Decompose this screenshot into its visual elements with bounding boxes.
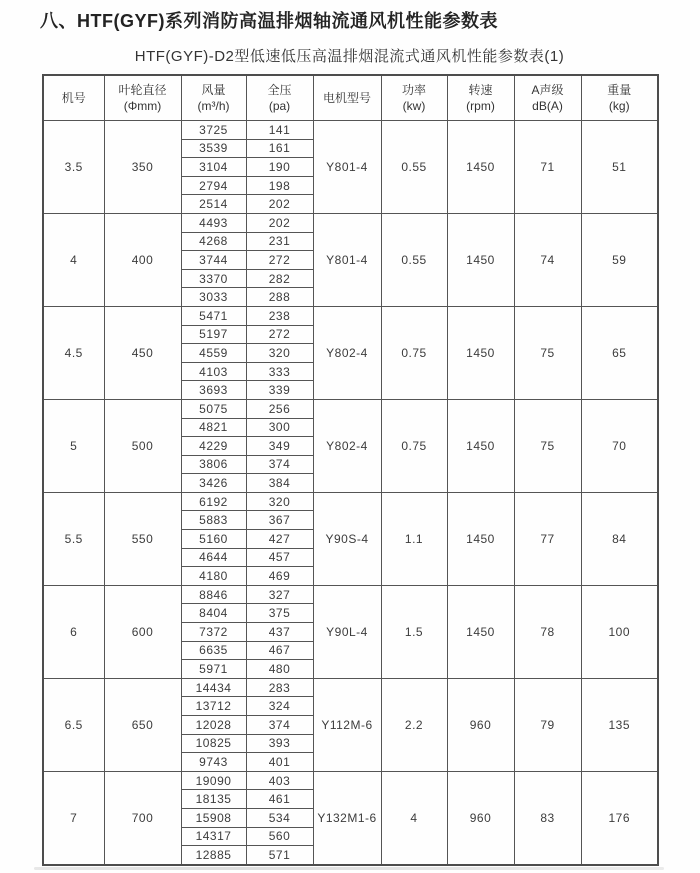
total-pressure-cell: 288 <box>246 288 313 307</box>
total-pressure-cell: 437 <box>246 623 313 642</box>
col-header-model-no <box>43 75 104 121</box>
total-pressure-cell: 401 <box>246 753 313 772</box>
power-cell: 0.75 <box>381 399 447 492</box>
air-flow-cell: 5075 <box>181 399 246 418</box>
power-cell: 0.55 <box>381 213 447 306</box>
air-flow-cell: 4268 <box>181 232 246 251</box>
air-flow-cell: 3806 <box>181 455 246 474</box>
motor-model-cell: Y112M-6 <box>313 678 381 771</box>
air-flow-cell: 3693 <box>181 381 246 400</box>
total-pressure-cell: 457 <box>246 548 313 567</box>
total-pressure-cell: 141 <box>246 121 313 140</box>
air-flow-cell: 3725 <box>181 121 246 140</box>
total-pressure-cell: 333 <box>246 362 313 381</box>
motor-model-cell: Y801-4 <box>313 121 381 214</box>
air-flow-cell: 8404 <box>181 604 246 623</box>
total-pressure-cell: 480 <box>246 660 313 679</box>
air-flow-cell: 14434 <box>181 678 246 697</box>
table-header <box>43 75 658 121</box>
power-cell: 1.1 <box>381 492 447 585</box>
air-flow-cell: 10825 <box>181 734 246 753</box>
table-body <box>43 121 658 865</box>
total-pressure-cell: 161 <box>246 139 313 158</box>
model-no-cell: 7 <box>43 771 104 864</box>
total-pressure-cell: 272 <box>246 251 313 270</box>
impeller-diameter-cell: 350 <box>104 121 181 214</box>
total-pressure-cell: 571 <box>246 846 313 865</box>
model-no-cell: 6.5 <box>43 678 104 771</box>
total-pressure-cell: 367 <box>246 511 313 530</box>
col-header-air-flow <box>181 75 246 121</box>
col-header-unit: (rpm) <box>466 99 495 113</box>
col-header-noise-level <box>514 75 581 121</box>
air-flow-cell: 4103 <box>181 362 246 381</box>
air-flow-cell: 3104 <box>181 158 246 177</box>
col-header-motor-model <box>313 75 381 121</box>
table-subtitle: HTF(GYF)-D2型低速低压高温排烟混流式通风机性能参数表(1) <box>134 48 565 65</box>
model-no-cell: 4 <box>43 213 104 306</box>
col-header-label: 转速 <box>468 82 493 97</box>
motor-model-cell: Y801-4 <box>313 213 381 306</box>
col-header-unit: (kg) <box>608 99 630 113</box>
model-no-cell: 4.5 <box>43 306 104 399</box>
impeller-diameter-cell: 700 <box>104 771 181 864</box>
col-header-unit: dB(A) <box>532 99 563 113</box>
table-row <box>43 306 658 325</box>
page-edge-shadow <box>34 867 664 870</box>
air-flow-cell: 4821 <box>181 418 246 437</box>
header-row <box>43 75 658 121</box>
speed-cell: 1450 <box>447 492 514 585</box>
motor-model-cell: Y90S-4 <box>313 492 381 585</box>
air-flow-cell: 4229 <box>181 437 246 456</box>
air-flow-cell: 19090 <box>181 771 246 790</box>
table-row <box>43 678 658 697</box>
model-no-cell: 5.5 <box>43 492 104 585</box>
impeller-diameter-cell: 500 <box>104 399 181 492</box>
power-cell: 0.55 <box>381 121 447 214</box>
col-header-label: A声级 <box>531 82 564 97</box>
model-no-cell: 5 <box>43 399 104 492</box>
speed-cell: 1450 <box>447 213 514 306</box>
air-flow-cell: 3033 <box>181 288 246 307</box>
air-flow-cell: 5971 <box>181 660 246 679</box>
col-header-label: 电机型号 <box>322 90 371 105</box>
air-flow-cell: 5883 <box>181 511 246 530</box>
total-pressure-cell: 374 <box>246 716 313 735</box>
air-flow-cell: 9743 <box>181 753 246 772</box>
speed-cell: 1450 <box>447 121 514 214</box>
weight-cell: 70 <box>581 399 658 492</box>
air-flow-cell: 3426 <box>181 474 246 493</box>
power-cell: 4 <box>381 771 447 864</box>
weight-cell: 100 <box>581 585 658 678</box>
total-pressure-cell: 375 <box>246 604 313 623</box>
air-flow-cell: 3744 <box>181 251 246 270</box>
total-pressure-cell: 461 <box>246 790 313 809</box>
col-header-unit: (m³/h) <box>197 99 230 113</box>
total-pressure-cell: 190 <box>246 158 313 177</box>
noise-level-cell: 74 <box>514 213 581 306</box>
impeller-diameter-cell: 450 <box>104 306 181 399</box>
motor-model-cell: Y132M1-6 <box>313 771 381 864</box>
col-header-label: 机号 <box>61 90 86 105</box>
table-row <box>43 585 658 604</box>
total-pressure-cell: 374 <box>246 455 313 474</box>
col-header-label: 重量 <box>607 82 632 97</box>
total-pressure-cell: 320 <box>246 344 313 363</box>
total-pressure-cell: 282 <box>246 269 313 288</box>
total-pressure-cell: 384 <box>246 474 313 493</box>
total-pressure-cell: 272 <box>246 325 313 344</box>
power-cell: 1.5 <box>381 585 447 678</box>
noise-level-cell: 79 <box>514 678 581 771</box>
total-pressure-cell: 202 <box>246 195 313 214</box>
total-pressure-cell: 339 <box>246 381 313 400</box>
col-header-power <box>381 75 447 121</box>
table-row <box>43 492 658 511</box>
col-header-unit: (kw) <box>402 99 426 113</box>
impeller-diameter-cell: 650 <box>104 678 181 771</box>
air-flow-cell: 8846 <box>181 585 246 604</box>
table-row <box>43 399 658 418</box>
noise-level-cell: 71 <box>514 121 581 214</box>
total-pressure-cell: 349 <box>246 437 313 456</box>
impeller-diameter-cell: 600 <box>104 585 181 678</box>
air-flow-cell: 6192 <box>181 492 246 511</box>
air-flow-cell: 7372 <box>181 623 246 642</box>
total-pressure-cell: 256 <box>246 399 313 418</box>
air-flow-cell: 4559 <box>181 344 246 363</box>
page-title: 八、HTF(GYF)系列消防高温排烟轴流通风机性能参数表 <box>40 11 498 31</box>
weight-cell: 176 <box>581 771 658 864</box>
air-flow-cell: 2514 <box>181 195 246 214</box>
total-pressure-cell: 238 <box>246 306 313 325</box>
table-row <box>43 121 658 140</box>
air-flow-cell: 2794 <box>181 176 246 195</box>
motor-model-cell: Y90L-4 <box>313 585 381 678</box>
air-flow-cell: 5471 <box>181 306 246 325</box>
total-pressure-cell: 534 <box>246 808 313 827</box>
col-header-total-pressure <box>246 75 313 121</box>
air-flow-cell: 3539 <box>181 139 246 158</box>
col-header-weight <box>581 75 658 121</box>
weight-cell: 84 <box>581 492 658 585</box>
air-flow-cell: 18135 <box>181 790 246 809</box>
total-pressure-cell: 320 <box>246 492 313 511</box>
impeller-diameter-cell: 550 <box>104 492 181 585</box>
model-no-cell: 3.5 <box>43 121 104 214</box>
speed-cell: 1450 <box>447 306 514 399</box>
motor-model-cell: Y802-4 <box>313 306 381 399</box>
weight-cell: 135 <box>581 678 658 771</box>
noise-level-cell: 77 <box>514 492 581 585</box>
speed-cell: 960 <box>447 678 514 771</box>
air-flow-cell: 15908 <box>181 808 246 827</box>
impeller-diameter-cell: 400 <box>104 213 181 306</box>
col-header-label: 全压 <box>267 82 292 97</box>
noise-level-cell: 78 <box>514 585 581 678</box>
noise-level-cell: 75 <box>514 306 581 399</box>
speed-cell: 1450 <box>447 585 514 678</box>
fan-performance-table <box>42 74 659 866</box>
col-header-label: 功率 <box>401 82 426 97</box>
total-pressure-cell: 324 <box>246 697 313 716</box>
air-flow-cell: 13712 <box>181 697 246 716</box>
col-header-unit: (pa) <box>268 99 291 113</box>
table-row <box>43 213 658 232</box>
col-header-label: 叶轮直径 <box>118 82 167 97</box>
table-row <box>43 771 658 790</box>
power-cell: 0.75 <box>381 306 447 399</box>
model-no-cell: 6 <box>43 585 104 678</box>
weight-cell: 65 <box>581 306 658 399</box>
speed-cell: 1450 <box>447 399 514 492</box>
total-pressure-cell: 393 <box>246 734 313 753</box>
air-flow-cell: 12885 <box>181 846 246 865</box>
air-flow-cell: 3370 <box>181 269 246 288</box>
air-flow-cell: 4180 <box>181 567 246 586</box>
total-pressure-cell: 198 <box>246 176 313 195</box>
col-header-speed <box>447 75 514 121</box>
total-pressure-cell: 427 <box>246 530 313 549</box>
air-flow-cell: 12028 <box>181 716 246 735</box>
total-pressure-cell: 469 <box>246 567 313 586</box>
weight-cell: 51 <box>581 121 658 214</box>
air-flow-cell: 14317 <box>181 827 246 846</box>
air-flow-cell: 6635 <box>181 641 246 660</box>
col-header-label: 风量 <box>201 82 226 97</box>
air-flow-cell: 5160 <box>181 530 246 549</box>
total-pressure-cell: 231 <box>246 232 313 251</box>
air-flow-cell: 4493 <box>181 213 246 232</box>
weight-cell: 59 <box>581 213 658 306</box>
total-pressure-cell: 327 <box>246 585 313 604</box>
col-header-impeller-diameter <box>104 75 181 121</box>
col-header-unit: (Φmm) <box>123 99 162 113</box>
total-pressure-cell: 300 <box>246 418 313 437</box>
total-pressure-cell: 403 <box>246 771 313 790</box>
motor-model-cell: Y802-4 <box>313 399 381 492</box>
air-flow-cell: 5197 <box>181 325 246 344</box>
noise-level-cell: 83 <box>514 771 581 864</box>
noise-level-cell: 75 <box>514 399 581 492</box>
total-pressure-cell: 560 <box>246 827 313 846</box>
air-flow-cell: 4644 <box>181 548 246 567</box>
total-pressure-cell: 283 <box>246 678 313 697</box>
total-pressure-cell: 202 <box>246 213 313 232</box>
total-pressure-cell: 467 <box>246 641 313 660</box>
power-cell: 2.2 <box>381 678 447 771</box>
speed-cell: 960 <box>447 771 514 864</box>
